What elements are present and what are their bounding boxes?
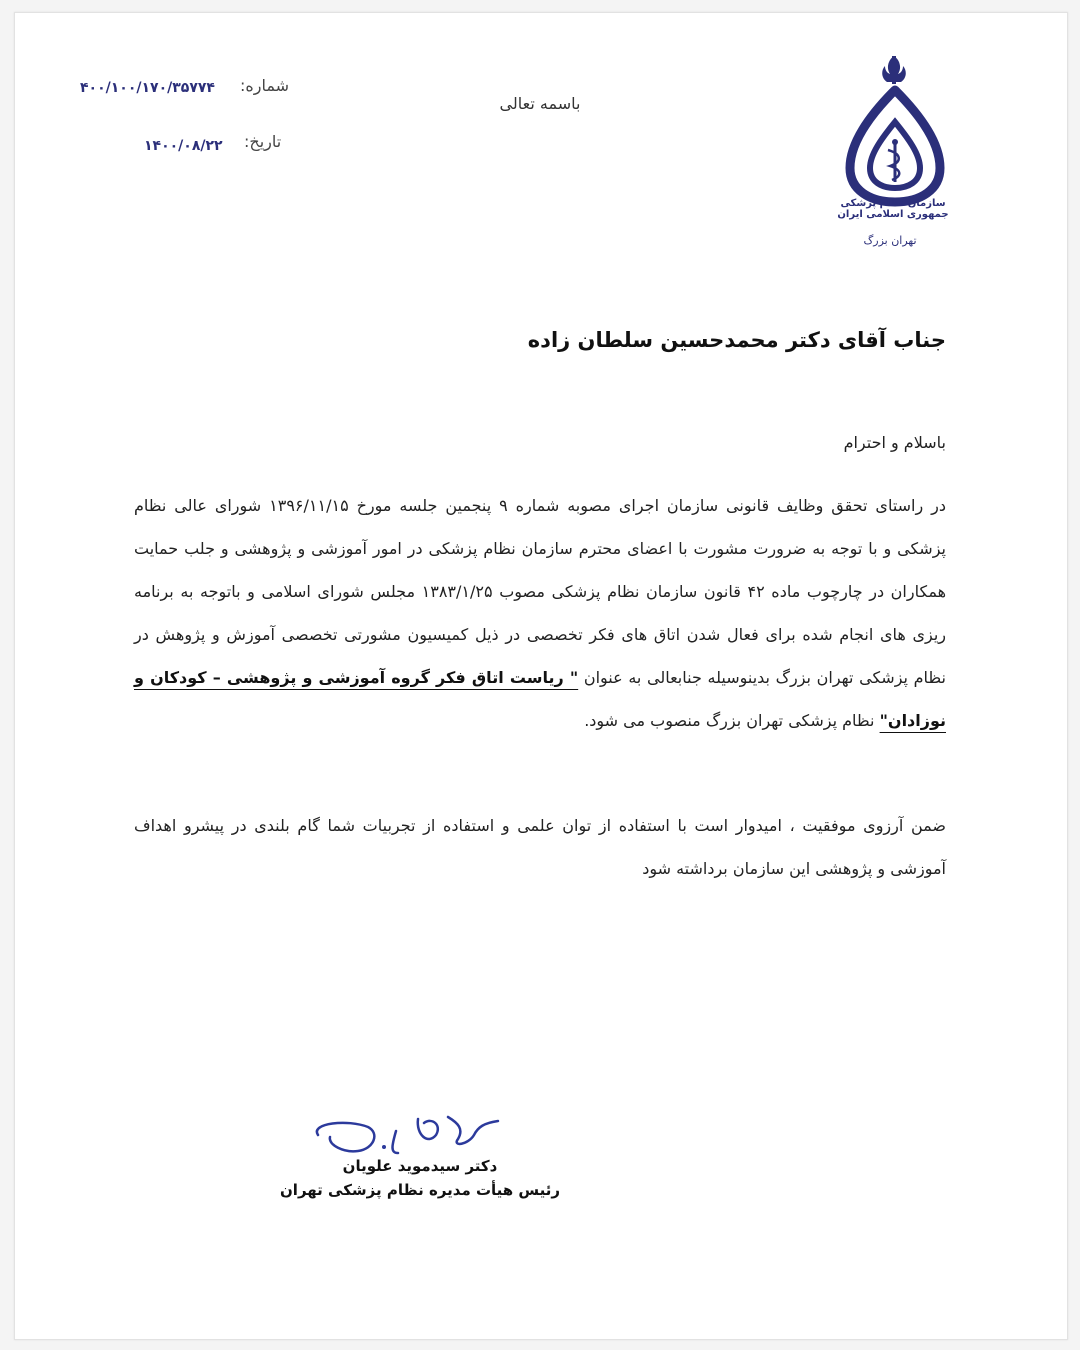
paragraph-ending: نظام پزشکی تهران بزرگ منصوب می شود. bbox=[584, 711, 880, 730]
signer-name: دکتر سیدموید علویان bbox=[342, 1157, 498, 1175]
closing-paragraph: ضمن آرزوی موفقیت ، امیدوار است با استفاده از توان علمی و استفاده از تجربیات شما گام بلندی در پیشرو اهداف آموزشی و پژوهشی این سازمان برداشته شود bbox=[134, 816, 946, 878]
number-label: شماره: bbox=[240, 76, 290, 95]
signer-title: رئیس هیأت مدیره نظام پزشکی تهران bbox=[280, 1181, 560, 1199]
date-label: تاریخ: bbox=[244, 132, 282, 151]
number-value: ۴۰۰/۱۰۰/۱۷۰/۳۵۷۷۴ bbox=[80, 80, 215, 96]
appointment-paragraph bbox=[134, 484, 946, 742]
appointment-title: " ریاست اتاق فکر گروه آموزشی و پژوهشی – کودکان و نوزادان" bbox=[134, 668, 946, 730]
organization-branch: تهران بزرگ bbox=[863, 234, 917, 247]
invocation-text: باسمه تعالی bbox=[499, 94, 581, 113]
date-value: ۱۴۰۰/۰۸/۲۲ bbox=[144, 138, 223, 154]
recipient-line: جناب آقای دکتر محمدحسین سلطان زاده bbox=[527, 328, 946, 352]
paragraph-intro: در راستای تحقق وظایف قانونی سازمان اجرای مصوبه شماره ۹ پنجمین جلسه مورخ ۱۳۹۶/۱۱/۱۵ شورای عالی نظام پزشکی و با توجه به ضرورت مشورت با اعضای محترم سازمان نظام پزشکی در امور آموزشی و پژوهشی و جلب حمایت همکاران در چارچوب ماده ۴۲ قانون سازمان نظام پزشکی مصوب ۱۳۸۳/۱/۲۵ مجلس شورای اسلامی و باتوجه به برنامه ریزی های انجام شده برای فعال شدن اتاق های فکر تخصصی در ذیل کمیسیون مشورتی تخصصی آموزش و پژوهش در نظام پزشکی تهران بزرگ بدینوسیله جنابعالی به عنوان bbox=[134, 496, 947, 687]
salutation: باسلام و احترام bbox=[843, 433, 946, 452]
organization-name: سازمان نظام پزشکی جمهوری اسلامی ایران bbox=[837, 198, 949, 220]
medical-council-logo-icon bbox=[820, 50, 970, 260]
